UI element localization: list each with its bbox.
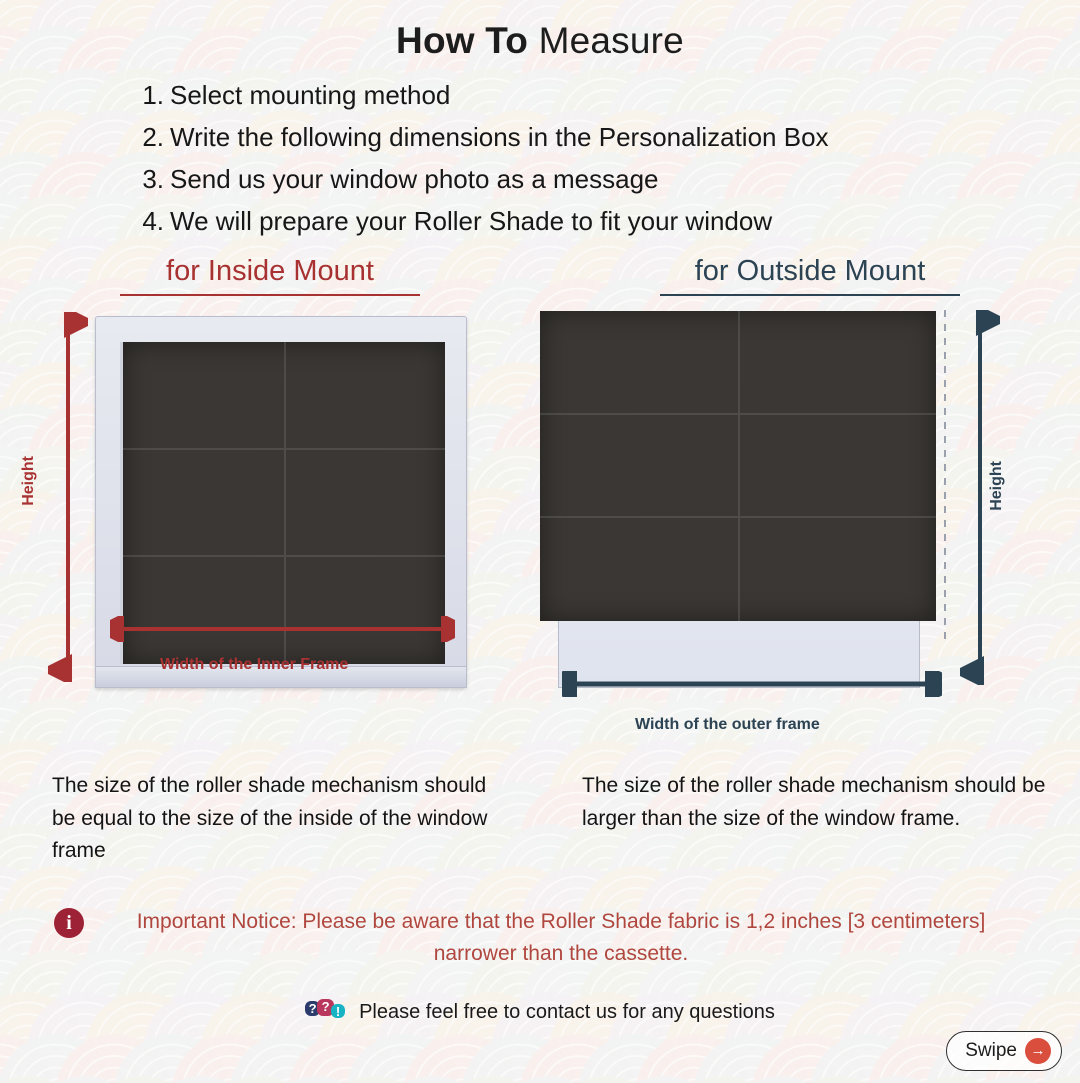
inside-height-label: Height (20, 456, 37, 506)
step-number: 1. (142, 80, 164, 110)
steps-list (0, 80, 1080, 237)
list-item (0, 206, 1080, 237)
outside-width-label: Width of the outer frame (635, 716, 820, 733)
inside-mount-heading: for Inside Mount (120, 255, 420, 296)
footer-text: Please feel free to contact us for any questions (359, 1001, 775, 1024)
chat-bubbles-icon: ? ? ! (305, 999, 351, 1027)
mount-columns (0, 255, 1080, 868)
swipe-label: Swipe (965, 1040, 1017, 1061)
inside-mount-column (0, 255, 540, 868)
outside-mount-heading: for Outside Mount (660, 255, 960, 296)
step-text: Send us your window photo as a message (170, 164, 659, 194)
outside-guide-line (942, 310, 948, 640)
title-bold: How To (396, 20, 539, 61)
outside-height-label: Height (988, 461, 1005, 511)
step-text: Select mounting method (170, 80, 451, 110)
page-title (0, 20, 1080, 62)
step-number: 3. (142, 164, 164, 194)
arrow-right-icon: → (1025, 1038, 1051, 1064)
list-item (0, 80, 1080, 111)
contact-footer (0, 999, 1080, 1027)
important-notice (0, 906, 1080, 971)
info-icon: i (54, 908, 84, 938)
inside-mount-caption: The size of the roller shade mechanism should be equal to the size of the inside of the window frame (52, 774, 488, 863)
outside-mount-diagram (540, 316, 1080, 746)
inside-width-arrow (110, 616, 455, 642)
outside-roller-shade (540, 311, 936, 621)
outside-mount-caption: The size of the roller shade mechanism should be larger than the size of the window frame. (582, 774, 1046, 830)
inside-height-arrow (48, 312, 88, 682)
swipe-button[interactable] (946, 1031, 1062, 1071)
title-light: Measure (538, 20, 684, 61)
list-item (0, 122, 1080, 153)
outside-width-arrow (562, 671, 942, 697)
inside-width-label: Width of the Inner Frame (160, 656, 349, 673)
outside-mount-column (540, 255, 1080, 868)
step-text: We will prepare your Roller Shade to fit your window (170, 206, 773, 236)
step-text: Write the following dimensions in the Personalization Box (170, 122, 829, 152)
shade-pane-grid (540, 311, 936, 621)
list-item (0, 164, 1080, 195)
inside-mount-diagram (0, 316, 540, 746)
step-number: 4. (142, 206, 164, 236)
step-number: 2. (142, 122, 164, 152)
notice-text: Important Notice: Please be aware that the Roller Shade fabric is 1,2 inches [3 centimeters] narrower than the cassette. (136, 909, 986, 966)
